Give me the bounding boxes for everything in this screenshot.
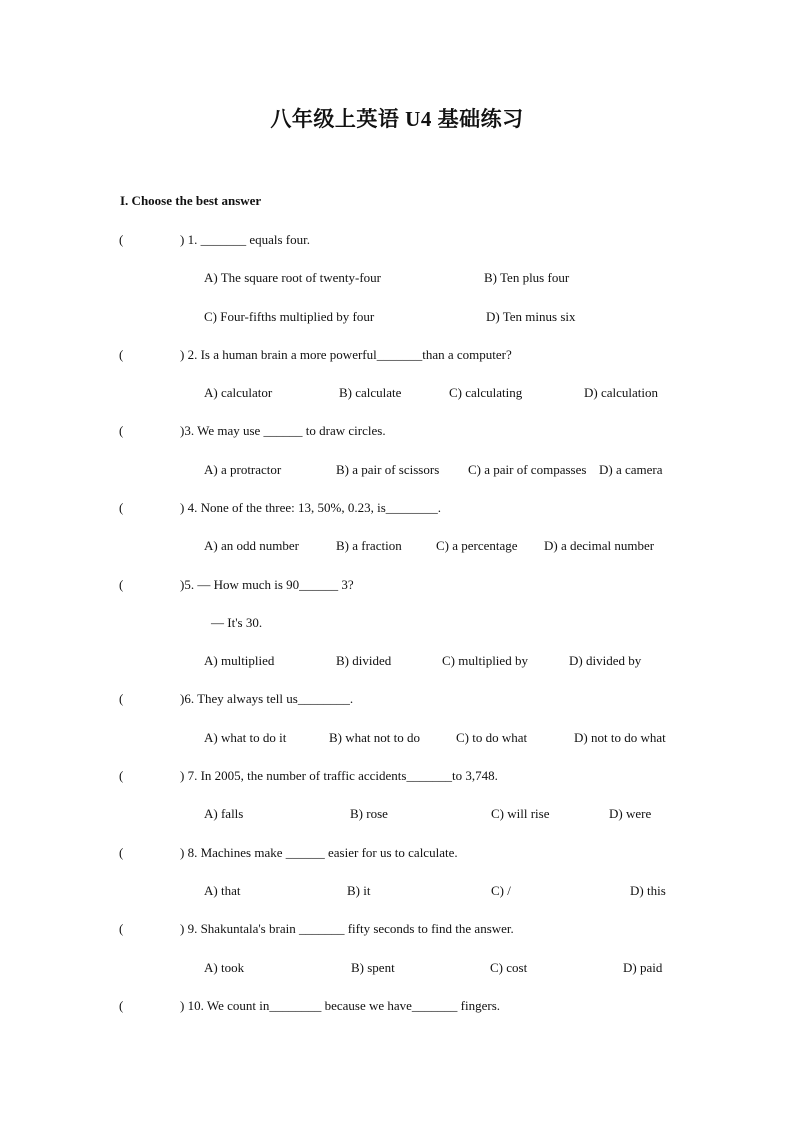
option-b: B) calculate — [339, 385, 402, 400]
question-stem: ) 9. Shakuntala's brain _______ fifty seconds to find the answer. — [180, 921, 514, 936]
option-a: A) what to do it — [204, 730, 287, 745]
question-stem: ) 1. _______ equals four. — [180, 232, 310, 247]
option-d: D) calculation — [584, 385, 658, 400]
option-a: A) that — [204, 883, 241, 898]
answer-paren-open: ( — [119, 691, 124, 706]
option-c: C) / — [491, 883, 511, 898]
option-b: B) spent — [351, 960, 395, 975]
answer-paren-open: ( — [119, 577, 124, 592]
answer-paren-open: ( — [119, 423, 124, 438]
answer-paren-open: ( — [119, 845, 124, 860]
dialogue-answer: — It's 30. — [211, 615, 263, 630]
question-stem: ) 2. Is a human brain a more powerful_______than a computer? — [180, 347, 512, 362]
option-a: A) an odd number — [204, 538, 299, 553]
question-stem: )5. — How much is 90______ 3? — [180, 577, 354, 592]
option-d: D) this — [630, 883, 666, 898]
option-b: B) it — [347, 883, 371, 898]
question-stem: ) 7. In 2005, the number of traffic accidents_______to 3,748. — [180, 768, 498, 783]
option-c: C) a pair of compasses — [468, 462, 587, 477]
question-stem: ) 10. We count in________ because we have_______ fingers. — [180, 998, 501, 1013]
option-d: D) a decimal number — [544, 538, 655, 553]
answer-paren-open: ( — [119, 921, 124, 936]
answer-paren-open: ( — [119, 998, 124, 1013]
option-d: D) Ten minus six — [486, 309, 576, 324]
answer-paren-open: ( — [119, 347, 124, 362]
option-b: B) Ten plus four — [484, 270, 570, 285]
option-b: B) divided — [336, 653, 392, 668]
option-b: B) what not to do — [329, 730, 420, 745]
option-c: C) calculating — [449, 385, 523, 400]
option-b: B) rose — [350, 806, 388, 821]
option-d: D) paid — [623, 960, 663, 975]
option-c: C) multiplied by — [442, 653, 528, 668]
option-c: C) cost — [490, 960, 528, 975]
option-a: A) a protractor — [204, 462, 282, 477]
option-c: C) Four-fifths multiplied by four — [204, 309, 375, 324]
question-stem: ) 8. Machines make ______ easier for us to calculate. — [180, 845, 458, 860]
answer-paren-open: ( — [119, 768, 124, 783]
option-c: C) a percentage — [436, 538, 518, 553]
option-b: B) a fraction — [336, 538, 402, 553]
option-d: D) not to do what — [574, 730, 666, 745]
option-d: D) a camera — [599, 462, 663, 477]
option-a: A) The square root of twenty-four — [204, 270, 382, 285]
question-stem: )3. We may use ______ to draw circles. — [180, 423, 386, 438]
option-a: A) calculator — [204, 385, 273, 400]
option-d: D) divided by — [569, 653, 642, 668]
question-stem: )6. They always tell us________. — [180, 691, 354, 706]
option-d: D) were — [609, 806, 652, 821]
option-a: A) falls — [204, 806, 244, 821]
option-c: C) to do what — [456, 730, 528, 745]
option-a: A) took — [204, 960, 245, 975]
option-b: B) a pair of scissors — [336, 462, 440, 477]
question-stem: ) 4. None of the three: 13, 50%, 0.23, is________. — [180, 500, 442, 515]
page-title: 八年级上英语 U4 基础练习 — [270, 107, 524, 131]
answer-paren-open: ( — [119, 500, 124, 515]
option-c: C) will rise — [491, 806, 550, 821]
answer-paren-open: ( — [119, 232, 124, 247]
option-a: A) multiplied — [204, 653, 275, 668]
section-heading: I. Choose the best answer — [120, 193, 262, 208]
